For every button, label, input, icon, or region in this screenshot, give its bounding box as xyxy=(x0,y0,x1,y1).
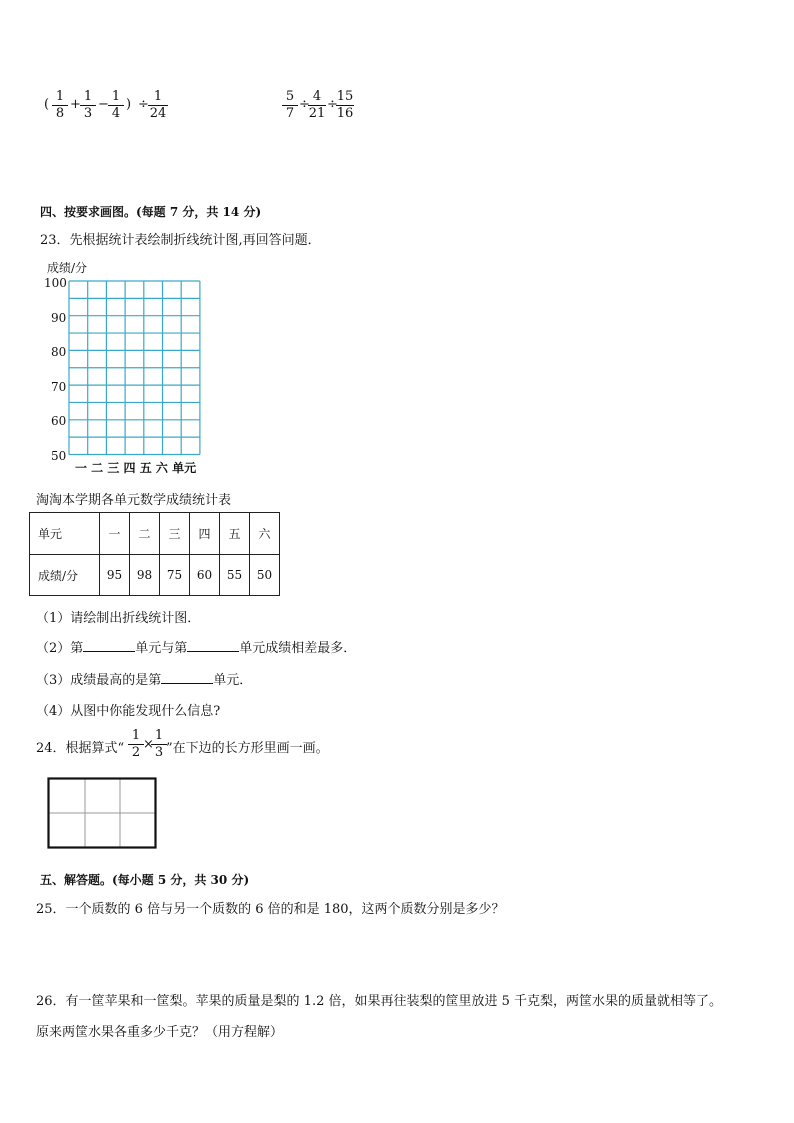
chart-ylabel: 成绩/分 xyxy=(47,261,88,275)
table-title: 淘淘本学期各单元数学成绩统计表 xyxy=(36,493,232,508)
table-cell: 六 xyxy=(250,513,280,555)
fraction: 1 2 xyxy=(128,729,144,760)
subquestion-2 xyxy=(36,637,356,656)
table-cell: 55 xyxy=(220,555,250,596)
score-table xyxy=(29,512,280,596)
right-paren: ) xyxy=(126,97,132,112)
answer-blank[interactable] xyxy=(83,639,135,652)
operator: ÷ xyxy=(138,97,149,112)
subquestion-text: 单元成绩相差最多． xyxy=(239,641,357,656)
table-header-score: 成绩/分 xyxy=(30,555,100,596)
table-cell: 三 xyxy=(160,513,190,555)
fraction: 1 8 xyxy=(52,90,68,121)
table-cell: 四 xyxy=(190,513,220,555)
question-24-prefix: 24．根据算式“ xyxy=(36,741,125,756)
operator: ÷ xyxy=(327,97,338,112)
fraction: 5 7 xyxy=(282,90,298,121)
drawing-rectangle[interactable] xyxy=(47,777,159,851)
table-cell: 60 xyxy=(190,555,220,596)
fraction: 1 4 xyxy=(108,90,124,121)
question-25: 25．一个质数的 6 倍与另一个质数的 6 倍的和是 180，这两个质数分别是多少？ xyxy=(36,902,505,917)
answer-blank[interactable] xyxy=(187,639,239,652)
ytick-label: 80 xyxy=(51,345,67,359)
subquestion-text: （3）成绩最高的是第 xyxy=(36,673,162,688)
subquestion-text: 单元与第 xyxy=(135,641,188,656)
section-heading: 五、解答题。(每小题 5 分，共 30 分) xyxy=(40,873,250,887)
left-paren: ( xyxy=(44,97,50,112)
chart-xlabels: 一 二 三 四 五 六 单元 xyxy=(75,461,197,475)
ytick-label: 100 xyxy=(44,276,67,290)
fraction: 15 16 xyxy=(336,89,354,121)
subquestion-text: 单元． xyxy=(213,673,253,688)
operator: − xyxy=(98,97,109,112)
subquestion-3 xyxy=(36,669,252,688)
ytick-label: 60 xyxy=(51,414,67,428)
question-26-line1: 26．有一筐苹果和一筐梨。苹果的质量是梨的 1.2 倍，如果再往装梨的筐里放进 5 千克梨，两筐水果的质量就相等了。 xyxy=(36,994,723,1009)
fraction: 4 21 xyxy=(308,89,326,121)
ytick-label: 70 xyxy=(51,380,67,394)
table-cell: 五 xyxy=(220,513,250,555)
table-cell: 95 xyxy=(100,555,130,596)
operator: + xyxy=(70,97,81,112)
question-23: 23．先根据统计表绘制折线统计图,再回答问题． xyxy=(40,233,321,248)
subquestion-4: （4）从图中你能发现什么信息? xyxy=(36,704,221,719)
line-chart-grid[interactable] xyxy=(68,280,202,458)
fraction: 1 3 xyxy=(151,729,167,760)
question-26-line2: 原来两筐水果各重多少千克？（用方程解） xyxy=(36,1025,284,1040)
section-heading: 四、按要求画图。(每题 7 分，共 14 分) xyxy=(40,205,262,219)
table-cell: 50 xyxy=(250,555,280,596)
ytick-label: 50 xyxy=(51,449,67,463)
operator: × xyxy=(143,737,154,752)
fraction: 1 3 xyxy=(80,90,96,121)
subquestion-1: （1）请绘制出折线统计图． xyxy=(36,611,201,626)
table-header-unit: 单元 xyxy=(30,513,100,555)
question-24-suffix: ”在下边的长方形里画一画。 xyxy=(166,741,329,756)
table-cell: 75 xyxy=(160,555,190,596)
table-cell: 一 xyxy=(100,513,130,555)
ytick-label: 90 xyxy=(51,311,67,325)
table-cell: 二 xyxy=(130,513,160,555)
fraction: 1 24 xyxy=(149,89,167,121)
operator: ÷ xyxy=(299,97,310,112)
subquestion-text: （2）第 xyxy=(36,641,84,656)
table-cell: 98 xyxy=(130,555,160,596)
answer-blank[interactable] xyxy=(161,671,213,684)
